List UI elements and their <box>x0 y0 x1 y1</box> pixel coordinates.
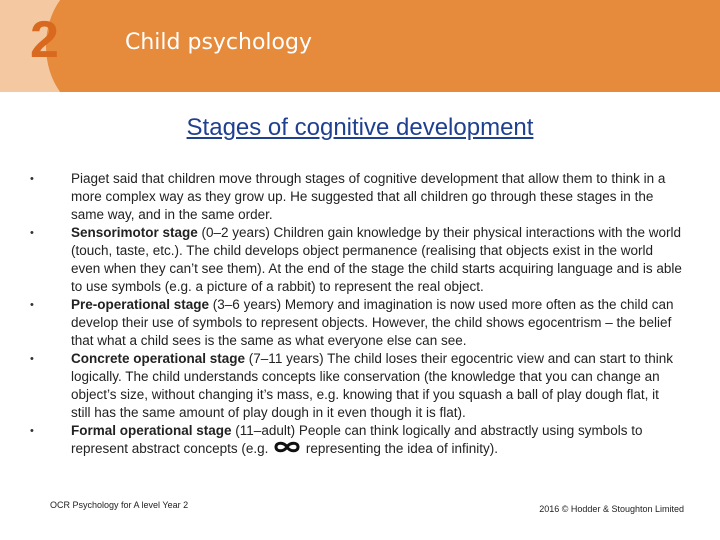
list-item <box>30 224 682 296</box>
header-title: Child psychology <box>125 30 312 55</box>
chapter-number: 2 <box>30 11 59 69</box>
footer-right: 2016 © Hodder & Stoughton Limited <box>539 504 684 514</box>
bullet-text: (11–adult) People can think logically and abstractly using symbols to represent abstract concepts (e.g. <box>71 423 643 457</box>
bullet-text: (0–2 years) Children gain knowledge by their physical interactions with the world (touch, taste, etc.). The child develops object permanence (realising that objects exist in the world even when they can’t see them). At the end of the stage the child starts acquiring language and is able to use symbols (e.g. a picture of a rabbit) to represent the real object. <box>71 225 682 294</box>
infinity-icon <box>272 440 302 459</box>
stage-name: Pre-operational stage <box>71 297 210 312</box>
bullet-list <box>30 170 682 459</box>
bullet-icon: • <box>30 173 34 185</box>
bullet-icon: • <box>30 299 34 311</box>
bullet-text: (7–11 years) The child loses their egocentric view and can start to think logically. The child understands concepts like conservation (the knowledge that you can change an object’s size, without changing it’s mass, e.g. knowing that if you squash a ball of play dough flat, it still has the same amount of play dough in it even though it is flat). <box>71 351 674 420</box>
list-item <box>30 350 682 422</box>
stage-name: Formal operational stage <box>71 423 232 438</box>
list-item <box>30 296 682 350</box>
footer-left: OCR Psychology for A level Year 2 <box>50 500 189 510</box>
list-item <box>30 422 682 459</box>
slide-title: Stages of cognitive development <box>186 114 534 141</box>
header-band <box>0 0 720 92</box>
stage-name: Concrete operational stage <box>71 351 246 366</box>
bullet-icon: • <box>30 227 34 239</box>
list-item <box>30 170 682 224</box>
bullet-icon: • <box>30 353 34 365</box>
bullet-text: Piaget said that children move through stages of cognitive development that allow them to think in a more complex way as they grow up. He suggested that all children go through these stages in the same way, and in the same order. <box>71 171 666 222</box>
bullet-text: (3–6 years) Memory and imagination is now used more often as the child can develop their use of symbols to represent objects. However, the child shows egocentrism – the belief that what a child sees is the same as what everyone else can see. <box>71 297 674 348</box>
bullet-icon: • <box>30 425 34 437</box>
bullet-text-after: representing the idea of infinity). <box>302 441 498 457</box>
stage-name: Sensorimotor stage <box>71 225 198 240</box>
